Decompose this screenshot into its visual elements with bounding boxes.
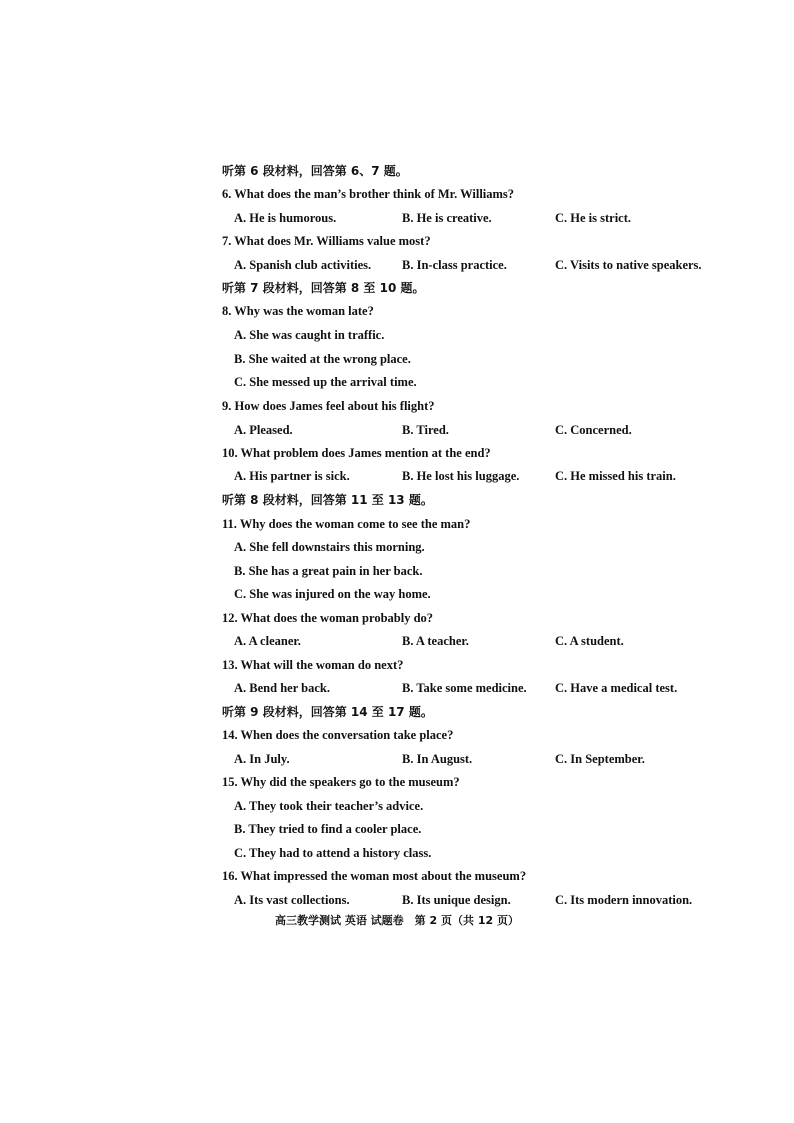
question-9: 9. How does James feel about his flight? [222, 399, 435, 413]
section-header-7: 听第 7 段材料，回答第 8 至 10 题。 [222, 281, 425, 295]
question-7: 7. What does Mr. Williams value most? [222, 234, 431, 248]
option-7c: C. Visits to native speakers. [555, 258, 702, 272]
option-11b: B. She has a great pain in her back. [234, 564, 423, 578]
section-header-9: 听第 9 段材料，回答第 14 至 17 题。 [222, 705, 433, 719]
option-8c: C. She messed up the arrival time. [234, 375, 417, 389]
option-12b: B. A teacher. [402, 634, 469, 648]
option-16c: C. Its modern innovation. [555, 893, 693, 907]
option-15c: C. They had to attend a history class. [234, 846, 432, 860]
option-8b: B. She waited at the wrong place. [234, 352, 411, 366]
question-13: 13. What will the woman do next? [222, 658, 404, 672]
options-row-14 [0, 748, 794, 770]
option-9a: A. Pleased. [234, 423, 293, 437]
options-row-16 [0, 889, 794, 911]
option-13c: C. Have a medical test. [555, 681, 678, 695]
question-16: 16. What impressed the woman most about the museum? [222, 869, 527, 883]
question-8: 8. Why was the woman late? [222, 304, 374, 318]
option-12a: A. A cleaner. [234, 634, 301, 648]
option-12c: C. A student. [555, 634, 624, 648]
option-6b: B. He is creative. [402, 211, 492, 225]
option-14c: C. In September. [555, 752, 645, 766]
options-row-6 [0, 207, 794, 229]
option-8a: A. She was caught in traffic. [234, 328, 385, 342]
option-14a: A. In July. [234, 752, 290, 766]
option-15a: A. They took their teacher’s advice. [234, 799, 424, 813]
option-7a: A. Spanish club activities. [234, 258, 372, 272]
question-15: 15. Why did the speakers go to the museum? [222, 775, 460, 789]
question-11: 11. Why does the woman come to see the man? [222, 517, 471, 531]
page-footer: 高三教学测试 英语 试题卷 第 2 页（共 12 页） [275, 914, 519, 927]
option-7b: B. In-class practice. [402, 258, 507, 272]
options-row-9 [0, 419, 794, 441]
options-row-12 [0, 630, 794, 652]
option-16b: B. Its unique design. [402, 893, 511, 907]
option-14b: B. In August. [402, 752, 473, 766]
option-10b: B. He lost his luggage. [402, 469, 520, 483]
question-12: 12. What does the woman probably do? [222, 611, 434, 625]
options-row-10 [0, 465, 794, 487]
option-13b: B. Take some medicine. [402, 681, 527, 695]
section-header-6: 听第 6 段材料，回答第 6、7 题。 [222, 164, 408, 178]
section-header-8: 听第 8 段材料，回答第 11 至 13 题。 [222, 493, 433, 507]
option-11a: A. She fell downstairs this morning. [234, 540, 425, 554]
option-11c: C. She was injured on the way home. [234, 587, 431, 601]
option-6c: C. He is strict. [555, 211, 632, 225]
option-6a: A. He is humorous. [234, 211, 337, 225]
question-6: 6. What does the man’s brother think of Mr. Williams? [222, 187, 515, 201]
option-10a: A. His partner is sick. [234, 469, 350, 483]
option-15b: B. They tried to find a cooler place. [234, 822, 422, 836]
question-14: 14. When does the conversation take place? [222, 728, 454, 742]
option-9c: C. Concerned. [555, 423, 632, 437]
options-row-7 [0, 254, 794, 276]
option-9b: B. Tired. [402, 423, 449, 437]
options-row-13 [0, 677, 794, 699]
option-16a: A. Its vast collections. [234, 893, 350, 907]
option-10c: C. He missed his train. [555, 469, 676, 483]
question-10: 10. What problem does James mention at the end? [222, 446, 491, 460]
option-13a: A. Bend her back. [234, 681, 330, 695]
